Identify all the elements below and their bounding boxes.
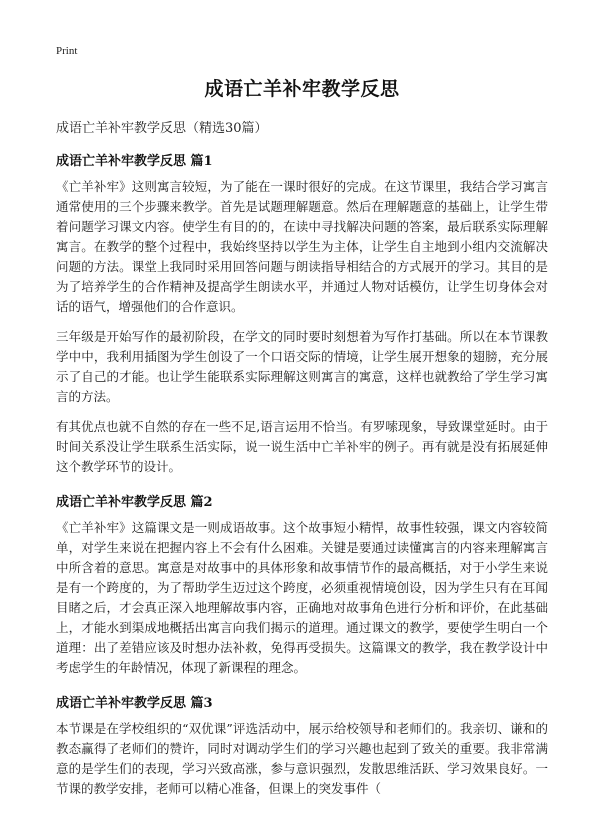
section-1-paragraph-1: 《亡羊补牢》这则寓言较短，为了能在一课时很好的完成。在这节课里，我结合学习寓言通常使用的三个步骤来教学。首先是试题理解题意。然后在理解题意的基础上，让学生带着问题学习课文内容。使学生有目的的，在读中寻找解决问题的答案，最后联系实际理解寓言。在教学的整个过程中，我始终坚持以学生为主体，让学生自主地到小组内交流解决问题的方法。课堂上我同时采用回答问题与朗读指导相结合的方式展开的学习。其目的是为了培养学生的合作精神及提高学生朗读水平，并通过人物对话模仿，让学生切身体会对话的语气，增强他们的合作意识。 xyxy=(56,179,548,314)
page-title: 成语亡羊补牢教学反思 xyxy=(204,78,400,100)
section-heading-1: 成语亡羊补牢教学反思 篇1 xyxy=(56,154,213,169)
section-heading-2: 成语亡羊补牢教学反思 篇2 xyxy=(56,495,213,510)
section-2-paragraph-1: 《亡羊补牢》这篇课文是一则成语故事。这个故事短小精悍，故事性较强，课文内容较简单，对学生来说在把握内容上不会有什么困难。关键是要通过读懂寓言的内容来理解寓言中所含着的意思。寓意是对故事中的具体形象和故事情节作的最高概括，对于小学生来说是有一个跨度的，为了帮助学生迈过这个跨度，必须重视情境创设，因为学生只有在耳闻目睹之后，才会真正深入地理解故事内容，正确地对故事角色进行分析和评价，在此基础上，才能水到渠成地概括出寓言向我们揭示的道理。通过课文的教学，要使学生明白一个道理：出了差错应该及时想办法补救，免得再受损失。这篇课文的教学，我在教学设计中考虑学生的年龄情况，体现了新课程的理念。 xyxy=(56,520,548,675)
section-heading-3: 成语亡羊补牢教学反思 篇3 xyxy=(56,696,213,711)
document-page xyxy=(56,74,548,799)
print-link[interactable]: Print xyxy=(56,45,78,57)
section-1-paragraph-2: 三年级是开始写作的最初阶段，在学文的同时要时刻想着为写作打基础。所以在本节课教学中中，我利用插图为学生创设了一个口语交际的情境，让学生展开想象的翅膀，充分展示了自己的才能。也让学生能联系实际理解这则寓言的寓意，这样也就教给了学生学习寓言的方法。 xyxy=(56,329,548,404)
section-1-paragraph-3: 有其优点也就不自然的存在一些不足,语言运用不恰当。有罗嗦现象，导致课堂延时。由于时间关系没让学生联系生活实际，说一说生活中亡羊补牢的例子。再有就是没有拓展延伸这个教学环节的设计。 xyxy=(56,419,548,474)
section-3-paragraph-1: 本节课是在学校组织的“双优课”评选活动中，展示给校领导和老师们的。我亲切、谦和的教态赢得了老师们的赞许，同时对调动学生们的学习兴趣也起到了致关的重要。我非常满意的是学生们的表现，学习兴致高涨，参与意识强烈，发散思维活跃、学习效果良好。一节课的教学安排，老师可以精心准备，但课上的突发事件（ xyxy=(56,721,548,796)
document-subtitle: 成语亡羊补牢教学反思（精选30篇） xyxy=(56,121,268,136)
